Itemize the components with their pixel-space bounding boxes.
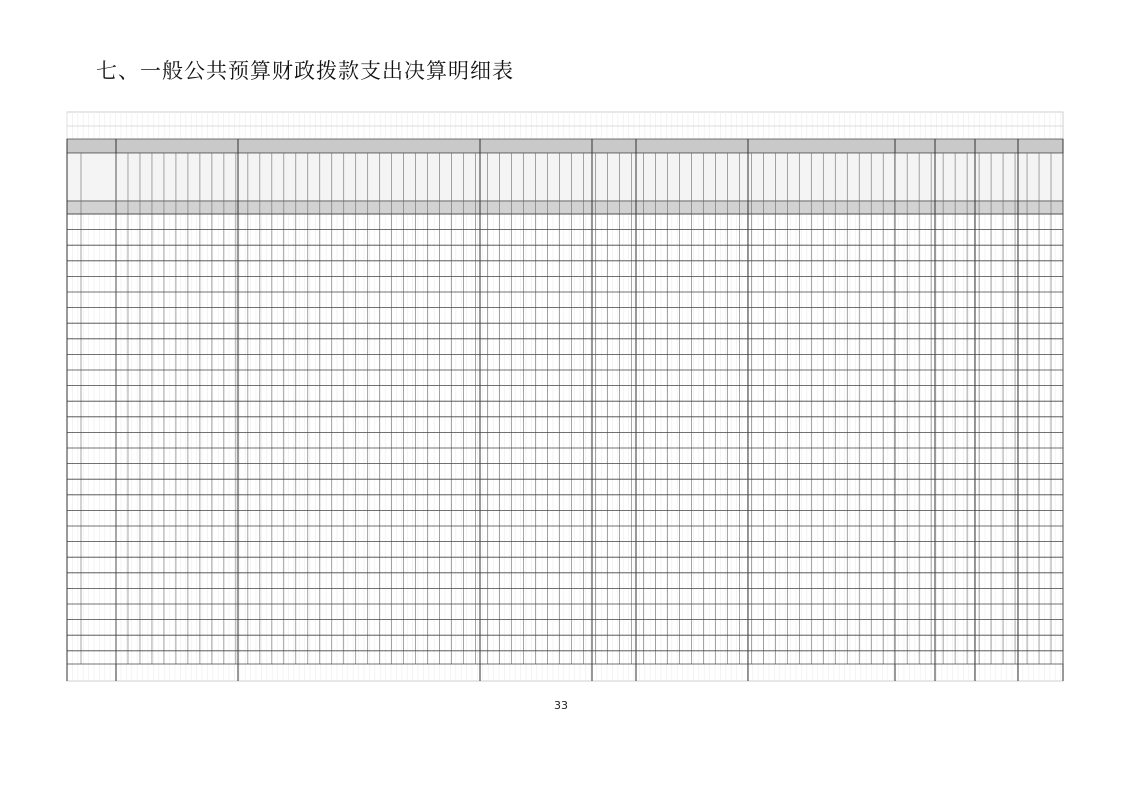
page-number: 33 <box>554 699 568 712</box>
header-subcolumn-row <box>67 153 1063 201</box>
document-title: 七、一般公共预算财政拨款支出决算明细表 <box>96 59 514 83</box>
header-group-row <box>67 139 1063 153</box>
header-index-row <box>67 201 1063 214</box>
